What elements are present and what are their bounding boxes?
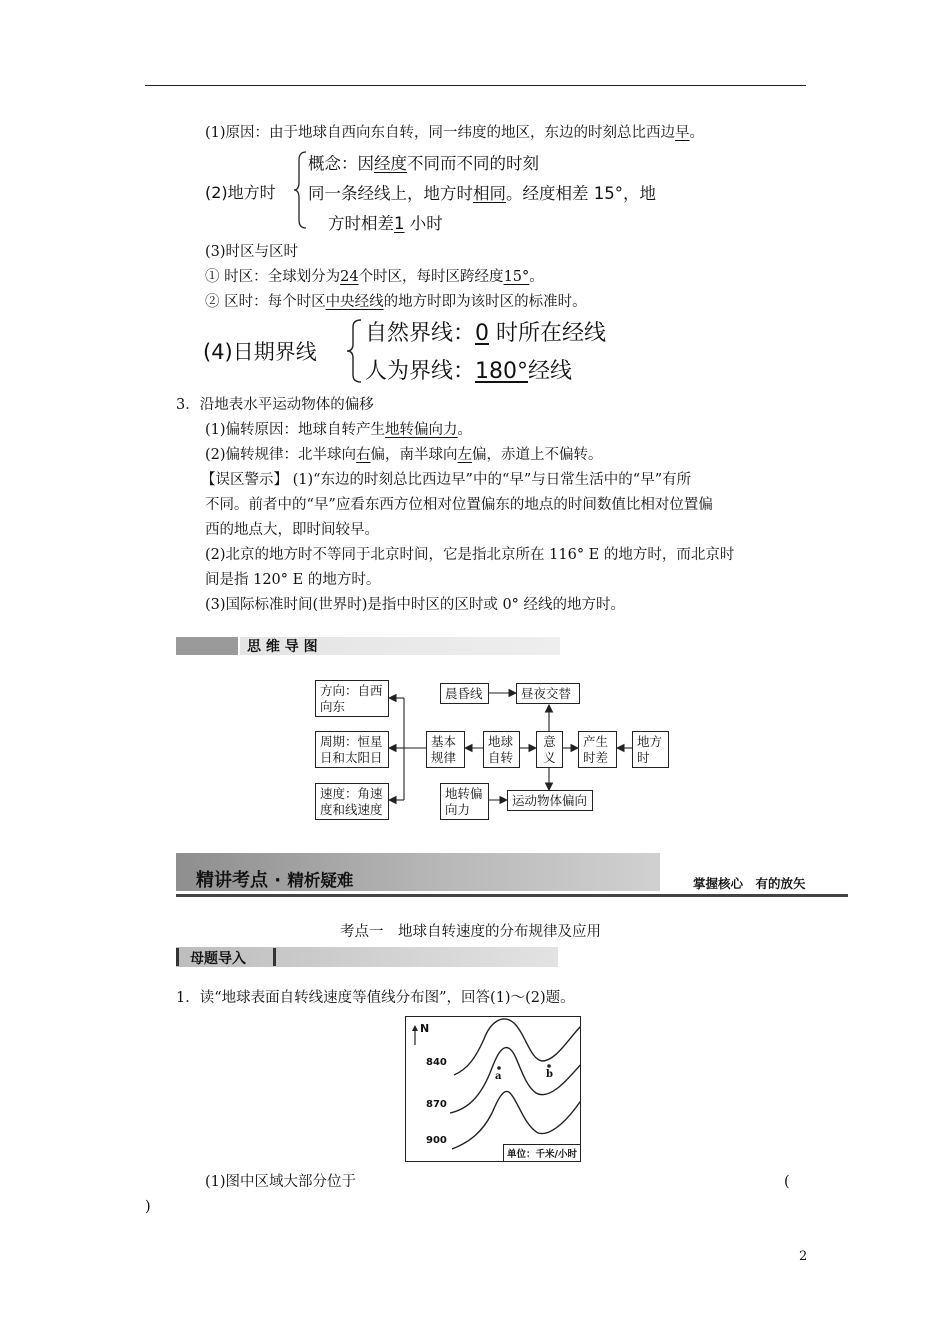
mother-bar-right [273, 948, 276, 966]
box-period: 周期：恒星 日和太阳日 [315, 731, 389, 768]
dateline-label: (4)日期界线 [203, 340, 317, 364]
answer-paren-open: ( [784, 1174, 790, 1190]
mother-bar-left [176, 948, 179, 966]
mother-title: 母题导入 [190, 951, 246, 967]
warning-line-2: 不同。前者中的“早”应看东西方位相对位置偏东的地点的时间数值比相对位置偏 [205, 497, 713, 513]
deflection-title: 3．沿地表水平运动物体的偏移 [176, 397, 374, 413]
box-direction: 方向：自西 向东 [315, 680, 389, 717]
isoline-label-870: 870 [426, 1099, 447, 1110]
box-time-difference: 产生 时差 [578, 731, 617, 768]
point-a-label: a [495, 1071, 502, 1082]
header-rule [145, 85, 806, 86]
dateline-brace [345, 318, 363, 384]
topic-title: 考点一 地球自转速度的分布规律及应用 [340, 924, 601, 940]
question-1: 1．读“地球表面自转线速度等值线分布图”，回答(1)～(2)题。 [176, 990, 575, 1006]
warning-line-3: 西的地点大，即时间较早。 [205, 522, 379, 538]
zone-line-2: ② 区时：每个时区中央经线的地方时即为该时区的标准时。 [205, 294, 587, 310]
zone-title: (3)时区与区时 [205, 244, 299, 260]
warning-line-5: 间是指 120° E 的地方时。 [205, 572, 381, 588]
isoline-figure [405, 1016, 581, 1162]
warning-line-4: (2)北京的地方时不等同于北京时间，它是指北京所在 116° E 的地方时，而北京时 [205, 547, 735, 563]
section-title: 精讲考点 · 精析疑难 [196, 870, 354, 891]
box-meaning: 意 义 [536, 731, 563, 768]
natural-line: 自然界线：0 时所在经线 [365, 321, 607, 346]
warning-line-1: 【误区警示】 (1)“东边的时刻总比西边早”中的“早”与日常生活中的“早”有所 [201, 472, 692, 488]
zone-line-1: ① 时区：全球划分为24个时区，每时区跨经度15°。 [205, 269, 544, 285]
box-day-night: 昼夜交替 [516, 683, 580, 704]
same-meridian-line: 同一条经线上，地方时相同。经度相差 15°，地 [308, 184, 656, 203]
mindmap-heading: 思 维 导 图 [247, 639, 318, 655]
box-earth-rotation: 地球 自转 [483, 731, 520, 768]
point-b-label: b [546, 1069, 553, 1080]
artificial-line: 人为界线：180°经线 [365, 359, 573, 384]
local-time-label: (2)地方时 [205, 183, 276, 202]
concept-line: 概念：因经度不同而不同的时刻 [308, 154, 539, 173]
box-coriolis: 地转偏 向力 [440, 783, 489, 820]
box-basic-rules: 基本 规律 [426, 731, 465, 768]
hour-diff-line: 方时相差1 小时 [328, 214, 443, 233]
warning-line-6: (3)国际标准时间(世界时)是指中时区的区时或 0° 经线的地方时。 [205, 597, 626, 613]
section-right-slogan: 掌握核心 有的放矢 [693, 876, 806, 891]
section-rule [176, 894, 848, 897]
north-label: N [420, 1022, 430, 1035]
deflection-rule: (2)偏转规律：北半球向右偏，南半球向左偏，赤道上不偏转。 [205, 447, 603, 463]
question-1-sub-1: (1)图中区域大部分位于 [205, 1174, 357, 1190]
reason-line: (1)原因：由于地球自西向东自转，同一纬度的地区，东边的时刻总比西边早。 [205, 125, 705, 141]
box-deflection: 运动物体偏向 [507, 790, 593, 811]
isoline-label-840: 840 [426, 1057, 447, 1068]
box-speed: 速度：角速 度和线速度 [315, 783, 389, 820]
deflection-cause: (1)偏转原因：地球自转产生地转偏向力。 [205, 422, 473, 438]
unit-label: 单位：千米/小时 [503, 1144, 580, 1161]
warning-label: 【误区警示】 [201, 472, 288, 488]
point-a-dot [497, 1066, 501, 1070]
box-terminator: 晨昏线 [440, 683, 489, 704]
page-number: 2 [799, 1249, 808, 1264]
isoline-label-900: 900 [426, 1135, 447, 1146]
box-local-time: 地方 时 [632, 731, 669, 768]
point-b-dot [547, 1064, 551, 1068]
local-time-brace [292, 150, 308, 230]
mindmap-heading-bar [176, 637, 560, 655]
answer-paren-close: ) [145, 1199, 151, 1215]
